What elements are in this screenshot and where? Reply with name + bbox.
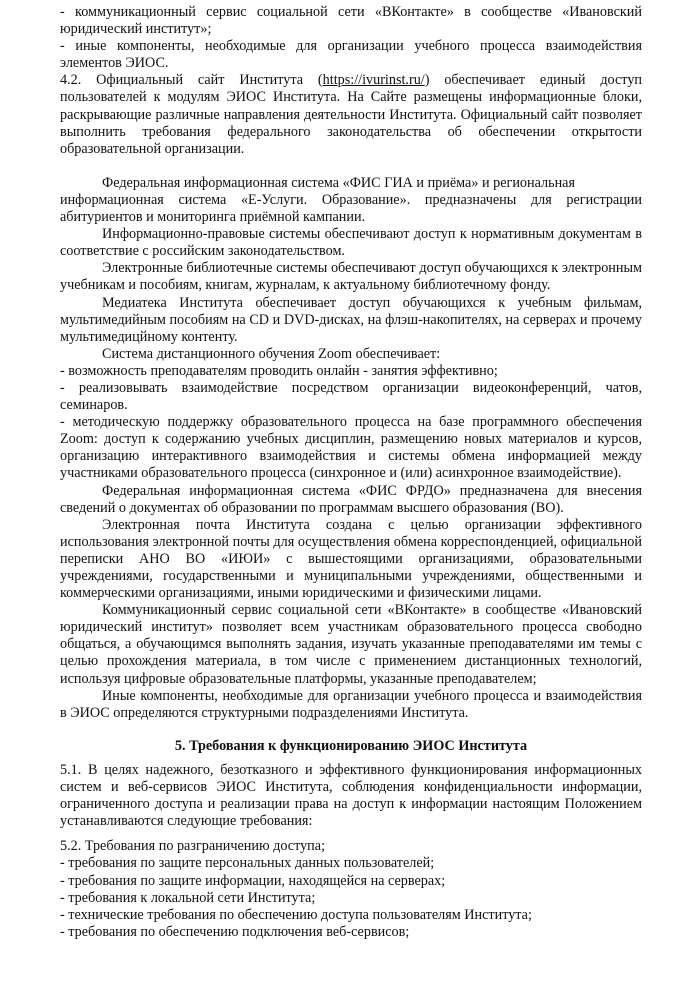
list-item: 5.2. Требования по разграничению доступа; xyxy=(60,838,326,855)
paragraph-other-components: Иные компоненты, необходимые для организации учебного процесса и взаимодействия в ЭИОС определяются структурными подразделениями Института. xyxy=(60,687,642,721)
paragraph-zoom-intro: Система дистанционного обучения Zoom обеспечивает: xyxy=(102,345,441,362)
official-site-text-before: 4.2. Официальный сайт Института ( xyxy=(60,72,323,89)
paragraph-fis-gia-line1: Федеральная информационная система «ФИС ГИА и приёма» и региональная xyxy=(102,174,575,191)
paragraph-other-components-item: - иные компоненты, необходимые для организации учебного процесса взаимодействия элементов ЭИОС. xyxy=(60,38,642,72)
requirements-list xyxy=(60,838,642,941)
list-item: - требования по защите информации, находящейся на серверах; xyxy=(60,872,446,889)
list-item: - требования по обеспечению подключения веб-сервисов; xyxy=(60,923,410,940)
official-site-link[interactable]: https://ivurinst.ru/ xyxy=(322,72,425,89)
paragraph-library-systems: Электронные библиотечные системы обеспечивают доступ обучающихся к электронным учебникам и пособиям, книгам, журналам, к актуальному библиотечному фонду. xyxy=(60,260,642,294)
list-item: - технические требования по обеспечению доступа пользователям Института; xyxy=(60,906,532,923)
document-page xyxy=(60,4,642,941)
paragraph-email: Электронная почта Института создана с целью организации эффективного использования электронной почты для осуществления обмена корреспонденцией, официальной переписки АНО ВО «ИЮИ» с вышестоящими организациями, образовательными учреждениями, государственными и муниципальными учреждениями, общественными и коммерческими организациями, иными юридическими и физическими лицами. xyxy=(60,516,642,602)
paragraph-requirements-intro: 5.1. В целях надежного, безотказного и эффективного функционирования информационных систем и веб-сервисов ЭИОС Института, соблюдения конфиденциальности информации, ограниченного доступа и реализации права на доступ к информации настоящим Положением устанавливаются следующие требования: xyxy=(60,761,642,830)
paragraph-zoom-item-3: - методическую поддержку образовательного процесса на базе программного обеспечения Zoom: доступ к содержанию учебных дисциплин, размещению новых материалов и курсов, организацию интерактивного взаимодействия и системы обмена информацией между участниками образовательного процесса (синхронное и (или) асинхронное взаимодействие). xyxy=(60,414,642,482)
list-item: - требования к локальной сети Института; xyxy=(60,889,316,906)
paragraph-fis-frdo: Федеральная информационная система «ФИС ФРДО» предназначена для внесения сведений о документах об образовании по программам высшего образования (ВО). xyxy=(60,482,642,516)
paragraph-official-site xyxy=(60,72,642,157)
paragraph-media-library: Медиатека Института обеспечивает доступ обучающихся к учебным фильмам, мультимедийным пособиям на CD и DVD-дисках, на флэш-накопителях, на серверах и прочему мультимедицйному контенту. xyxy=(60,294,642,345)
paragraph-vk-community: Коммуникационный сервис социальной сети «ВКонтакте» в сообществе «Ивановский юридический институт» позволяет всем участникам образовательного процесса свободно общаться, а обучающимся выполнять задания, изучать указанные преподавателями им темы с целью прохождения материала, в том числе с применением дистанционных технологий, используя цифровые образовательные платформы, указанные преподавателем; xyxy=(60,602,642,687)
paragraph-fis-gia-rest: информационная система «Е-Услуги. Образование». предназначены для регистрации абитуриентов и мониторинга приёмной кампании. xyxy=(60,191,642,226)
paragraph-vk-service-item: - коммуникационный сервис социальной сети «ВКонтакте» в сообществе «Ивановский юридический институт»; xyxy=(60,4,642,38)
section-heading: 5. Требования к функционированию ЭИОС Института xyxy=(174,737,528,754)
paragraph-legal-systems: Информационно-правовые системы обеспечивают доступ к нормативным документам в соответствие с российским законодательством. xyxy=(60,226,642,260)
paragraph-zoom-item-2: - реализовывать взаимодействие посредством организации видеоконференций, чатов, семинаров. xyxy=(60,379,642,414)
list-item: - требования по защите персональных данных пользователей; xyxy=(60,855,435,872)
paragraph-zoom-item-1: - возможность преподавателям проводить онлайн - занятия эффективно; xyxy=(60,362,498,379)
official-site-text-after: ) обеспечивает единый доступ пользователей к модулям ЭИОС Института. На Сайте размещены информационные блоки, раскрывающие различные направления деятельности Института. Официальный сайт позволяет выполнить требования федерального законодательства об обеспечении открытости образовательной организации. xyxy=(60,72,642,157)
